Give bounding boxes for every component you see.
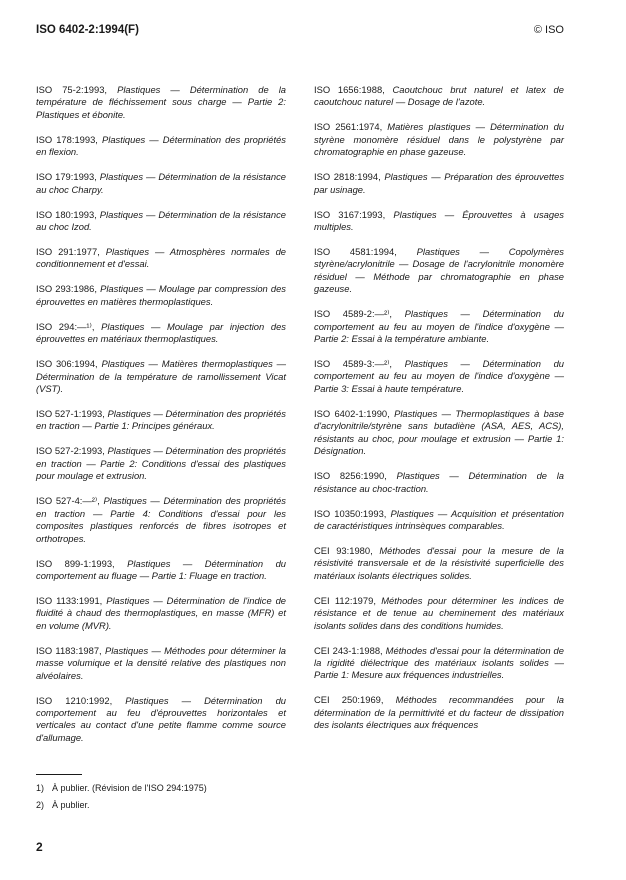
reference-entry — [314, 694, 564, 731]
reference-title: Plastiques — Détermination du comportement au feu au moyen de l'indice d'oxygène — Partie 2: Essai à la température ambiante. — [314, 308, 565, 345]
reference-title: Plastiques — Détermination de la température de fléchissement sous charge — Partie 2: Plastiques et ébonite. — [36, 84, 286, 120]
reference-title: Plastiques — Détermination de la résistance au choc Charpy. — [36, 171, 286, 195]
reference-code: ISO 3167:1993, — [314, 208, 386, 220]
reference-title: Plastiques — Détermination des propriétés en traction — Partie 2: Conditions d'essai des plastiques pour moulage et extrusion. — [36, 445, 286, 482]
reference-title: Méthodes pour déterminer les indices de résistance et de tenue au cheminement des matériaux isolants solides dans des conditions humides. — [314, 594, 565, 631]
reference-code: ISO 1210:1992, — [36, 694, 113, 706]
reference-entry — [314, 595, 564, 632]
page-number: 2 — [36, 840, 43, 854]
reference-title: Plastiques — Moulage par injection des éprouvettes en matériaux thermoplastiques. — [36, 320, 286, 345]
reference-entry — [36, 171, 286, 196]
reference-title: Plastiques — Détermination de l'indice de fluidité à chaud des thermoplastiques, en masse (MFR) et en volume (MVR). — [36, 594, 286, 631]
footnotes — [36, 774, 286, 816]
footnote-text: À publier. (Révision de l'ISO 294:1975) — [52, 783, 207, 793]
reference-entry — [314, 308, 564, 345]
reference-code: ISO 306:1994, — [36, 358, 98, 370]
reference-code: ISO 291:1977, — [36, 246, 100, 258]
reference-entry — [314, 645, 564, 682]
reference-title: Plastiques — Détermination du comportement au feu d'éprouvettes horizontales et verticales au contact d'une petite flamme comme source d'allumage. — [36, 694, 286, 743]
footnote-text: À publier. — [52, 800, 90, 810]
reference-entry — [36, 445, 286, 482]
reference-code: ISO 10350:1993, — [314, 507, 387, 519]
footnote-mark: 1) — [36, 783, 45, 793]
reference-title: Matières plastiques — Détermination du styrène monomère résiduel dans le polystyrène par chromatographie en phase gazeuse. — [314, 121, 564, 158]
reference-title: Plastiques — Thermoplastiques à base d'acrylonitrile/styrène sans butadiène (ASA, AES, ACS), résistants au choc, pour moulage et extrusion — Partie 1: Désignation. — [314, 407, 565, 457]
reference-title: Caoutchouc brut naturel et latex de caoutchouc naturel — Dosage de l'azote. — [314, 84, 564, 108]
footnote-2 — [36, 799, 286, 812]
reference-entry — [36, 408, 286, 433]
reference-title: Méthodes d'essai pour la détermination de la rigidité diélectrique des matériaux isolants solides — Partie 1: Mesure aux fréquences industrielles. — [314, 644, 564, 681]
reference-code: CEI 112:1979, — [314, 594, 376, 606]
reference-code: ISO 1133:1991, — [36, 594, 103, 606]
reference-code: CEI 93:1980, — [314, 544, 373, 556]
document-code: ISO 6402-2:1994(F) — [36, 24, 139, 36]
reference-entry — [36, 695, 286, 745]
reference-entry — [314, 246, 564, 296]
reference-code: ISO 178:1993, — [36, 133, 98, 145]
reference-entry — [36, 84, 286, 121]
reference-title: Plastiques — Détermination des propriétés en traction — Partie 1: Principes généraux. — [36, 408, 286, 432]
reference-entry — [36, 495, 286, 545]
reference-entry — [36, 595, 286, 632]
reference-code: ISO 179:1993, — [36, 171, 97, 183]
reference-title: Plastiques — Détermination du comportement au fluage — Partie 1: Fluage en traction. — [36, 557, 286, 581]
reference-code: ISO 180:1993, — [36, 208, 97, 220]
reference-entry — [36, 134, 286, 159]
reference-title: Plastiques — Détermination de la résistance au choc Izod. — [36, 208, 286, 233]
footnote-mark: 2) — [36, 800, 45, 810]
right-column — [314, 84, 564, 744]
reference-code: ISO 2818:1994, — [314, 171, 381, 183]
reference-entry — [314, 121, 564, 158]
reference-title: Plastiques — Atmosphères normales de conditionnement et d'essai. — [36, 246, 287, 270]
reference-title: Plastiques — Méthodes pour déterminer la masse volumique et la densité relative des plastiques non alvéolaires. — [36, 644, 286, 681]
reference-code: ISO 899-1:1993, — [36, 557, 115, 569]
reference-code: ISO 527-4:—²⁾, — [36, 495, 100, 507]
reference-title: Méthodes d'essai pour la mesure de la résistivité transversale et de la résistivité superficielle des matériaux isolants électriques solides. — [314, 544, 564, 581]
reference-title: Méthodes recommandées pour la détermination de la permittivité et du facteur de dissipation des isolants électriques aux fréquences — [314, 694, 564, 731]
reference-code: ISO 294:—¹⁾, — [36, 320, 95, 332]
reference-title: Plastiques — Détermination des propriétés en flexion. — [36, 133, 286, 158]
reference-entry — [314, 470, 564, 495]
reference-title: Plastiques — Acquisition et présentation de caractéristiques intrinsèques comparables. — [314, 507, 565, 531]
reference-title: Plastiques — Matières thermoplastiques — Détermination de la température de ramollissement Vicat (VST). — [36, 358, 287, 395]
reference-entry — [36, 558, 286, 583]
reference-code: ISO 1656:1988, — [314, 84, 385, 95]
reference-title: Plastiques — Détermination de la résistance au choc-traction. — [314, 470, 564, 494]
reference-entry — [36, 209, 286, 234]
reference-entry — [36, 283, 286, 308]
reference-entry — [314, 84, 564, 109]
reference-entry — [314, 171, 564, 196]
reference-entry — [36, 321, 286, 346]
left-column — [36, 84, 286, 757]
reference-title: Plastiques — Préparation des éprouvettes par usinage. — [314, 171, 565, 195]
reference-code: CEI 243-1:1988, — [314, 644, 383, 656]
reference-entry — [314, 358, 564, 395]
reference-code: CEI 250:1969, — [314, 694, 384, 706]
footnote-rule — [36, 774, 82, 775]
copyright-mark: © ISO — [533, 24, 564, 36]
reference-entry — [36, 246, 286, 271]
reference-code: ISO 2561:1974, — [314, 121, 383, 133]
reference-entry — [314, 545, 564, 582]
reference-code: ISO 4589-2:—²⁾, — [314, 308, 392, 320]
reference-entry — [314, 209, 564, 234]
reference-code: ISO 75-2:1993, — [36, 84, 108, 95]
reference-code: ISO 527-2:1993, — [36, 445, 105, 457]
reference-entry — [36, 358, 286, 395]
reference-title: Plastiques — Détermination des propriétés en traction — Partie 4: Conditions d'essai pour les composites plastiques renforcés de fibres isotropes et orthotropes. — [36, 495, 286, 544]
reference-entry — [36, 645, 286, 682]
reference-code: ISO 293:1986, — [36, 283, 97, 295]
reference-title: Plastiques — Éprouvettes à usages multiples. — [314, 208, 564, 233]
footnote-1 — [36, 782, 286, 795]
reference-entry — [314, 408, 564, 458]
reference-code: ISO 527-1:1993, — [36, 408, 105, 420]
reference-code: ISO 1183:1987, — [36, 644, 102, 656]
reference-title: Plastiques — Détermination du comportement au feu au moyen de l'indice d'oxygène — Partie 3: Essai à haute température. — [314, 358, 565, 394]
reference-code: ISO 8256:1990, — [314, 470, 387, 482]
reference-code: ISO 4581:1994, — [314, 246, 397, 258]
reference-code: ISO 4589-3:—²⁾, — [314, 358, 392, 370]
reference-entry — [314, 508, 564, 533]
reference-code: ISO 6402-1:1990, — [314, 407, 390, 419]
reference-title: Plastiques — Moulage par compression des éprouvettes en matières thermoplastiques. — [36, 283, 286, 307]
reference-title: Plastiques — Copolymères styrène/acrylonitrile — Dosage de l'acrylonitrile monomère résiduel — Méthode par chromatographie en phase gazeuse. — [314, 246, 564, 295]
